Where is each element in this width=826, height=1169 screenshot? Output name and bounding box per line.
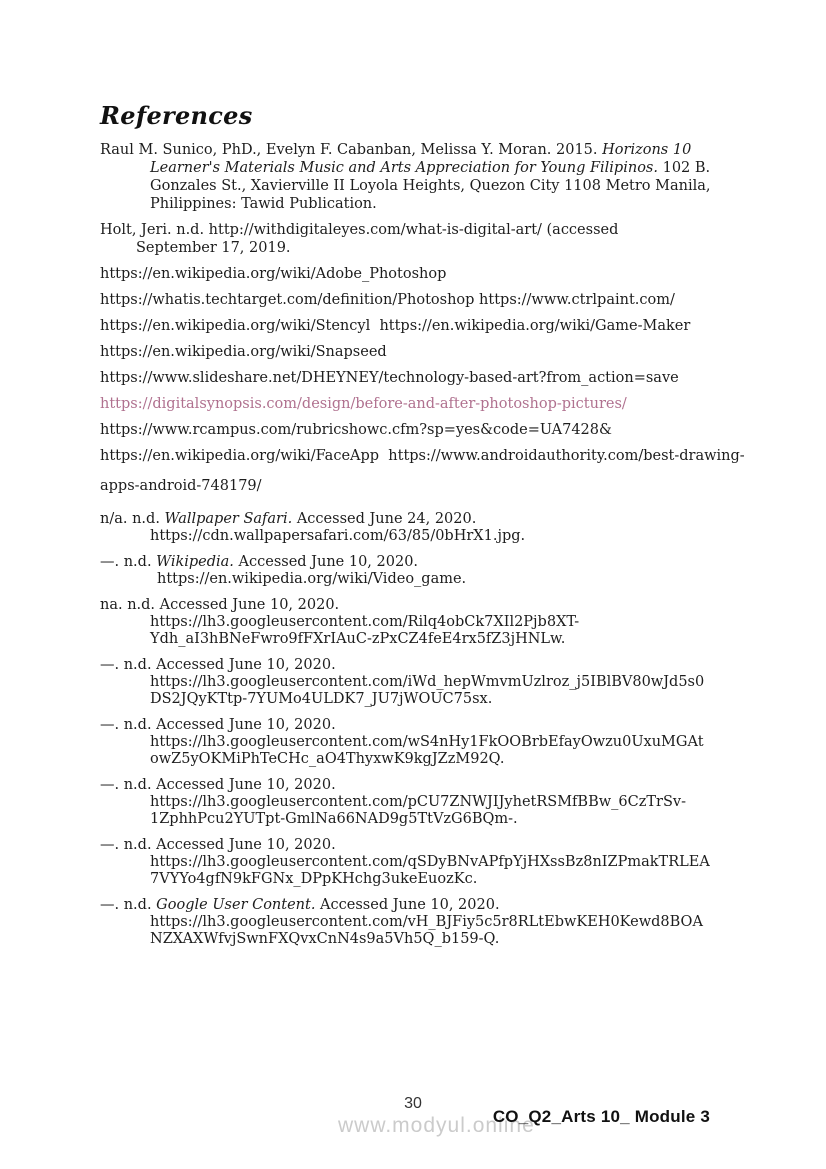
reference-line bbox=[100, 914, 780, 931]
reference-text: https://whatis.techtarget.com/definition/Photoshop https://www.ctrlpaint.com/ bbox=[100, 292, 675, 308]
reference-line bbox=[100, 395, 780, 413]
reference-text: —. n.d. Accessed June 10, 2020. bbox=[100, 657, 336, 673]
reference-list bbox=[100, 141, 780, 948]
reference-line bbox=[100, 265, 780, 283]
footer-module-label: CO_Q2_Arts 10_ Module 3 bbox=[492, 1107, 710, 1126]
reference-text: https://lh3.googleusercontent.com/qSDyBNvAPfpYjHXssBz8nIZPmakTRLEA bbox=[150, 854, 710, 870]
reference-line bbox=[100, 717, 780, 734]
reference-line bbox=[100, 794, 780, 811]
reference-line bbox=[100, 528, 780, 545]
reference-line bbox=[100, 343, 780, 361]
reference-text: —. n.d. Accessed June 10, 2020. bbox=[100, 777, 336, 793]
watermark: www.modyul.online bbox=[338, 1114, 535, 1137]
reference-line bbox=[100, 159, 780, 177]
highlighted-url: https://digitalsynopsis.com/design/before-and-after-photoshop-pictures/ bbox=[100, 396, 627, 412]
reference-line bbox=[100, 291, 780, 309]
reference-text: https://www.rcampus.com/rubricshowc.cfm?sp=yes&code=UA7428& bbox=[100, 422, 612, 438]
reference-title-italic: Learner's Materials Music and Arts Appreciation for Young Filipinos. bbox=[150, 160, 658, 176]
reference-text: apps-android-748179/ bbox=[100, 478, 262, 494]
reference-line bbox=[100, 614, 780, 631]
reference-line bbox=[100, 221, 780, 239]
page-title: References bbox=[100, 101, 253, 130]
reference-text: NZXAXWfvjSwnFXQvxCnN4s9a5Vh5Q_b159-Q. bbox=[150, 931, 500, 947]
reference-text: n/a. n.d. bbox=[100, 511, 165, 527]
reference-entry bbox=[100, 511, 780, 545]
reference-entry bbox=[100, 447, 780, 495]
reference-line bbox=[100, 751, 780, 768]
page-content bbox=[100, 100, 780, 957]
reference-line bbox=[100, 734, 780, 751]
reference-text: —. n.d. Accessed June 10, 2020. bbox=[100, 717, 336, 733]
reference-line bbox=[100, 369, 780, 387]
reference-text: —. n.d. bbox=[100, 897, 157, 913]
reference-text: DS2JQyKTtp-7YUMo4ULDK7_JU7jWOUC75sx. bbox=[150, 691, 493, 707]
reference-text: https://en.wikipedia.org/wiki/Video_game. bbox=[157, 571, 467, 587]
reference-line bbox=[100, 777, 780, 794]
reference-text: Accessed June 10, 2020. bbox=[233, 554, 419, 570]
reference-line bbox=[100, 837, 780, 854]
reference-line bbox=[100, 511, 780, 528]
reference-text: Accessed June 24, 2020. bbox=[292, 511, 477, 527]
reference-text: https://lh3.googleusercontent.com/pCU7ZNWJIJyhetRSMfBBw_6CzTrSv- bbox=[150, 794, 686, 810]
reference-line bbox=[100, 554, 780, 571]
reference-line bbox=[100, 571, 780, 588]
reference-line bbox=[100, 631, 780, 648]
reference-entry bbox=[100, 265, 780, 283]
reference-text: na. n.d. Accessed June 10, 2020. bbox=[100, 597, 340, 613]
reference-text: https://www.slideshare.net/DHEYNEY/technology-based-art?from_action=save bbox=[100, 370, 679, 386]
reference-line bbox=[100, 447, 780, 465]
reference-text: https://lh3.googleusercontent.com/wS4nHy1FkOOBrbEfayOwzu0UxuMGAt bbox=[150, 734, 704, 750]
reference-line bbox=[100, 421, 780, 439]
reference-line bbox=[100, 674, 780, 691]
reference-text: https://cdn.wallpapersafari.com/63/85/0bHrX1.jpg. bbox=[150, 528, 526, 544]
reference-text: Philippines: Tawid Publication. bbox=[150, 196, 377, 212]
reference-text: https://en.wikipedia.org/wiki/Snapseed bbox=[100, 344, 387, 360]
reference-entry bbox=[100, 421, 780, 439]
reference-line bbox=[100, 657, 780, 674]
reference-line bbox=[100, 811, 780, 828]
reference-entry bbox=[100, 395, 780, 413]
reference-text: Ydh_aI3hBNeFwro9fFXrIAuC-zPxCZ4feE4rx5fZ3jHNLw. bbox=[150, 631, 566, 647]
reference-text: https://en.wikipedia.org/wiki/FaceApp https://www.androidauthority.com/best-drawing- bbox=[100, 448, 745, 464]
reference-text: 102 B. bbox=[657, 160, 711, 176]
reference-entry bbox=[100, 221, 780, 257]
reference-text: September 17, 2019. bbox=[136, 240, 291, 256]
reference-text: owZ5yOKMiPhTeCHc_aO4ThyxwK9kgJZzM92Q. bbox=[150, 751, 505, 767]
reference-text: 1ZphhPcu2YUTpt-GmlNa66NAD9g5TtVzG6BQm-. bbox=[150, 811, 518, 827]
reference-entry bbox=[100, 777, 780, 828]
reference-line bbox=[100, 141, 780, 159]
reference-text: https://en.wikipedia.org/wiki/Stencyl https://en.wikipedia.org/wiki/Game-Maker bbox=[100, 318, 691, 334]
reference-title-italic: Horizons 10 bbox=[602, 142, 692, 158]
reference-line bbox=[100, 871, 780, 888]
reference-text: https://lh3.googleusercontent.com/vH_BJFiy5c5r8RLtEbwKEH0Kewd8BOA bbox=[150, 914, 703, 930]
page-number: 30 bbox=[404, 1095, 422, 1112]
reference-text: https://lh3.googleusercontent.com/Rilq4obCk7XIl2Pjb8XT- bbox=[150, 614, 580, 630]
reference-entry bbox=[100, 717, 780, 768]
reference-entry bbox=[100, 343, 780, 361]
reference-entry bbox=[100, 141, 780, 213]
reference-line bbox=[100, 239, 780, 257]
reference-text: Holt, Jeri. n.d. http://withdigitaleyes.com/what-is-digital-art/ (accessed bbox=[100, 222, 619, 238]
reference-line bbox=[100, 317, 780, 335]
reference-title-italic: Wikipedia. bbox=[156, 554, 234, 570]
reference-line bbox=[100, 177, 780, 195]
reference-text: Gonzales St., Xavierville II Loyola Heights, Quezon City 1108 Metro Manila, bbox=[150, 178, 711, 194]
reference-entry bbox=[100, 369, 780, 387]
reference-text: https://en.wikipedia.org/wiki/Adobe_Photoshop bbox=[100, 266, 447, 282]
reference-text: —. n.d. bbox=[100, 554, 157, 570]
reference-line bbox=[100, 195, 780, 213]
reference-entry bbox=[100, 554, 780, 588]
reference-entry bbox=[100, 317, 780, 335]
reference-line bbox=[100, 477, 780, 495]
reference-entry bbox=[100, 837, 780, 888]
reference-entry bbox=[100, 657, 780, 708]
reference-text: —. n.d. Accessed June 10, 2020. bbox=[100, 837, 336, 853]
reference-text: Raul M. Sunico, PhD., Evelyn F. Cabanban, Melissa Y. Moran. 2015. bbox=[100, 142, 603, 158]
reference-line bbox=[100, 931, 780, 948]
reference-entry bbox=[100, 291, 780, 309]
reference-line bbox=[100, 691, 780, 708]
reference-line bbox=[100, 897, 780, 914]
reference-text: Accessed June 10, 2020. bbox=[315, 897, 500, 913]
reference-title-italic: Google User Content. bbox=[156, 897, 316, 913]
reference-line bbox=[100, 597, 780, 614]
reference-text: 7VYYo4gfN9kFGNx_DPpKHchg3ukeEuozKc. bbox=[150, 871, 478, 887]
reference-entry bbox=[100, 597, 780, 648]
reference-text: https://lh3.googleusercontent.com/iWd_hepWmvmUzlroz_j5IBlBV80wJd5s0 bbox=[150, 674, 705, 690]
reference-entry bbox=[100, 897, 780, 948]
reference-title-italic: Wallpaper Safari. bbox=[164, 511, 293, 527]
reference-line bbox=[100, 854, 780, 871]
